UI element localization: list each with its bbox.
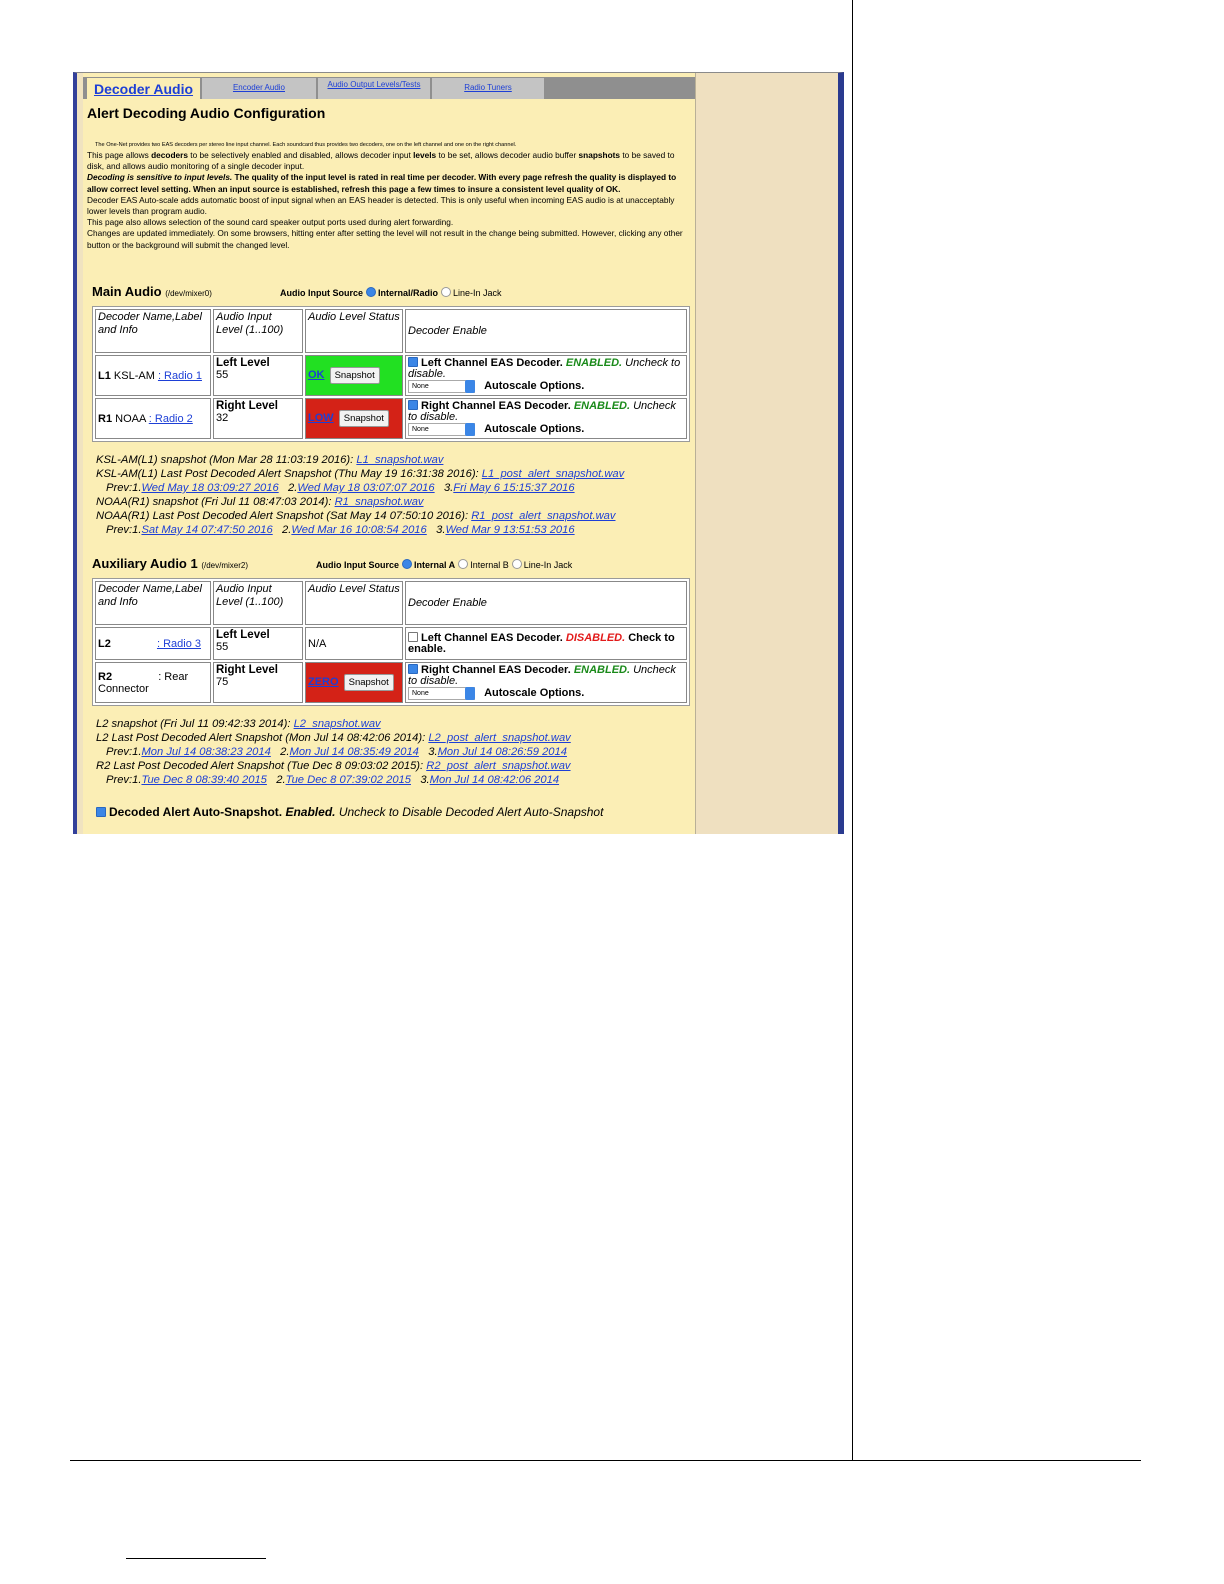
status-link[interactable]: ZERO: [308, 676, 339, 688]
auto-snapshot-label: Decoded Alert Auto-Snapshot.: [109, 805, 283, 819]
radio-label: Internal A: [414, 560, 456, 570]
prev-index: 3.: [443, 482, 454, 494]
radio-label: Internal B: [470, 560, 509, 570]
prev-snapshot-link[interactable]: Mon Jul 14 08:26:59 2014: [437, 746, 567, 758]
snapshot-text: L2 snapshot (Fri Jul 11 09:42:33 2014):: [96, 718, 294, 730]
prev-index: 2.: [276, 774, 286, 786]
section-title: Auxiliary Audio 1: [92, 556, 198, 571]
snapshot-line: [96, 509, 624, 523]
device-label: (/dev/mixer0): [165, 289, 212, 298]
snapshot-text: KSL-AM(L1) Last Post Decoded Alert Snapshot (Thu May 19 16:31:38 2016):: [96, 468, 482, 480]
decoder-enable-cell: [405, 355, 687, 396]
snapshot-link[interactable]: L2_snapshot.wav: [293, 718, 381, 730]
state-badge: ENABLED.: [573, 664, 631, 676]
level-cell: [213, 627, 303, 660]
radio-link[interactable]: : Radio 2: [148, 412, 193, 425]
level-status-cell: [305, 355, 403, 396]
chevron-down-icon: [465, 423, 475, 436]
intro-p5: Changes are updated immediately. On some browsers, hitting enter after setting the level will not result in the change being submitted. However, clicking any other button or the background will submit the changed level.: [87, 228, 683, 250]
snapshot-line: [96, 759, 571, 773]
source-label: Audio Input Source: [280, 288, 363, 298]
auto-snapshot-checkbox[interactable]: [96, 807, 106, 817]
col-header-name: Decoder Name,Label and Info: [95, 581, 211, 625]
enable-text: Right Channel EAS Decoder.: [421, 664, 571, 676]
col-header-level: Audio Input Level (1..100): [213, 581, 303, 625]
decoder-audio-page: [83, 73, 695, 834]
snapshot-link[interactable]: L2_post_alert_snapshot.wav: [428, 732, 571, 744]
level-cell: [213, 662, 303, 703]
tab-bar: [83, 77, 695, 99]
screenshot-frame: [73, 72, 844, 834]
autoscale-select[interactable]: [408, 380, 475, 393]
device-label: (/dev/mixer2): [201, 561, 249, 570]
aux-snapshot-list: [96, 717, 571, 787]
snapshot-link[interactable]: R2_post_alert_snapshot.wav: [426, 760, 571, 772]
level-cell: [213, 398, 303, 439]
decoder-id: L1: [98, 369, 111, 382]
snapshot-link[interactable]: R1_snapshot.wav: [334, 496, 424, 508]
prev-snapshot-link[interactable]: Fri May 6 15:15:37 2016: [453, 482, 575, 494]
state-badge: ENABLED.: [573, 400, 631, 412]
prev-index: 2.: [280, 746, 290, 758]
page-vertical-rule: [852, 0, 853, 1460]
table-row: [95, 398, 687, 439]
main-audio-heading: [92, 284, 212, 299]
decoder-enable-cell: [405, 398, 687, 439]
prev-snapshot-link[interactable]: Mon Jul 14 08:38:23 2014: [141, 746, 271, 758]
snapshot-line: [96, 467, 624, 481]
intro-p4: This page also allows selection of the sound card speaker output ports used during alert forwarding.: [87, 217, 454, 228]
prev-index: 2.: [282, 524, 292, 536]
prev-label: Prev:1.: [106, 774, 142, 786]
aux-decoder-table: [92, 578, 690, 706]
level-status-cell: [305, 398, 403, 439]
state-badge: ENABLED.: [565, 357, 623, 369]
aux-audio-heading: [92, 556, 248, 571]
enable-text: Left Channel EAS Decoder.: [421, 357, 563, 369]
aux-input-source: [316, 559, 572, 570]
snapshot-line: [96, 495, 624, 509]
prev-snapshot-link[interactable]: Wed Mar 16 10:08:54 2016: [291, 524, 427, 536]
prev-snapshot-link[interactable]: Tue Dec 8 07:39:02 2015: [285, 774, 411, 786]
action-text: Check to enable.: [408, 632, 675, 655]
prev-snapshots-line: [96, 523, 624, 537]
snapshot-button[interactable]: Snapshot: [344, 674, 394, 691]
snapshot-button[interactable]: Snapshot: [330, 367, 380, 384]
decoder-name-cell: [95, 662, 211, 703]
decoder-enable-cell: [405, 662, 687, 703]
tab-decoder-audio[interactable]: Decoder Audio: [87, 78, 200, 99]
enable-checkbox[interactable]: [408, 664, 418, 674]
intro-p1: to be set, allows decoder audio buffer: [436, 150, 579, 160]
prev-index: 2.: [288, 482, 298, 494]
level-label: Right Level: [216, 400, 278, 412]
snapshot-line: [96, 731, 571, 745]
radio-line-in[interactable]: [441, 287, 451, 297]
prev-snapshot-link[interactable]: Wed Mar 9 13:51:53 2016: [445, 524, 575, 536]
enable-checkbox[interactable]: [408, 632, 418, 642]
level-label: Left Level: [216, 357, 270, 369]
radio-label: Line-In Jack: [453, 288, 502, 298]
status-link[interactable]: OK: [308, 369, 325, 381]
enable-text: Left Channel EAS Decoder.: [421, 632, 563, 644]
autoscale-label: Autoscale Options.: [484, 687, 585, 700]
chevron-down-icon: [465, 687, 475, 700]
table-row: [95, 627, 687, 660]
intro-p1-bold: snapshots: [578, 150, 621, 160]
state-badge: DISABLED.: [565, 632, 626, 644]
col-header-enable: Decoder Enable: [405, 581, 687, 625]
decoder-id: L2: [98, 637, 111, 650]
decoder-info: : Rear Connector: [98, 670, 189, 695]
autoscale-label: Autoscale Options.: [484, 380, 585, 393]
page-title: Alert Decoding Audio Configuration: [87, 105, 326, 121]
snapshot-text: NOAA(R1) snapshot (Fri Jul 11 08:47:03 2014):: [96, 496, 335, 508]
table-row: [95, 662, 687, 703]
enable-checkbox[interactable]: [408, 400, 418, 410]
radio-internal-b[interactable]: [458, 559, 468, 569]
decoder-enable-cell: [405, 627, 687, 660]
prev-snapshot-link[interactable]: Tue Dec 8 08:39:40 2015: [141, 774, 267, 786]
main-input-source: [280, 287, 502, 298]
enable-text: Right Channel EAS Decoder.: [421, 400, 571, 412]
snapshot-link[interactable]: L1_snapshot.wav: [356, 454, 444, 466]
main-decoder-table: [92, 306, 690, 442]
decoder-name-cell: [95, 355, 211, 396]
level-input[interactable]: 32: [216, 412, 229, 424]
prev-label: Prev:1.: [106, 482, 142, 494]
select-value: None: [412, 426, 429, 433]
source-label: Audio Input Source: [316, 560, 399, 570]
snapshot-text: R2 Last Post Decoded Alert Snapshot (Tue Dec 8 09:03:02 2015):: [96, 760, 427, 772]
prev-snapshots-line: [96, 745, 571, 759]
snapshot-text: KSL-AM(L1) snapshot (Mon Mar 28 11:03:19 2016):: [96, 454, 357, 466]
autoscale-label: Autoscale Options.: [484, 423, 585, 436]
intro-text: [87, 141, 687, 251]
intro-p1: to be selectively enabled and disabled, allows decoder input: [188, 150, 414, 160]
radio-label: Line-In Jack: [523, 560, 573, 570]
col-header-enable: Decoder Enable: [405, 309, 687, 353]
table-row: [95, 355, 687, 396]
prev-snapshot-link[interactable]: Sat May 14 07:47:50 2016: [141, 524, 273, 536]
tab-encoder-audio[interactable]: Encoder Audio: [202, 78, 316, 99]
decoder-label-input[interactable]: KSL-AM: [113, 369, 155, 382]
intro-p3: Decoder EAS Auto-scale adds automatic boost of input signal when an EAS header is detected. This is only useful when incoming EAS audio is at unacceptably lower levels than program audio.: [87, 194, 675, 217]
page-horizontal-rule: [70, 1460, 1141, 1461]
prev-snapshots-line: [96, 773, 571, 787]
radio-line-in[interactable]: [512, 559, 522, 569]
radio-internal-a[interactable]: [402, 559, 412, 569]
autoscale-select[interactable]: [408, 423, 475, 436]
level-input[interactable]: 75: [216, 676, 229, 688]
tab-radio-tuners[interactable]: Radio Tuners: [432, 78, 544, 99]
snapshot-line: [96, 717, 571, 731]
status-link[interactable]: LOW: [308, 412, 334, 424]
radio-link[interactable]: : Radio 1: [157, 369, 202, 382]
snapshot-text: NOAA(R1) Last Post Decoded Alert Snapshot (Sat May 14 07:50:10 2016):: [96, 510, 472, 522]
auto-snapshot-action: Uncheck to Disable Decoded Alert Auto-Snapshot: [338, 805, 604, 819]
decoder-id: R2: [98, 670, 113, 683]
prev-index: 3.: [436, 524, 446, 536]
auto-snapshot-state: Enabled.: [285, 805, 336, 819]
intro-p1: to be saved to disk, and allows audio monitoring of a single decoder input.: [87, 150, 675, 172]
prev-snapshot-link[interactable]: Mon Jul 14 08:35:49 2014: [289, 746, 419, 758]
snapshot-button[interactable]: Snapshot: [339, 410, 389, 427]
prev-snapshots-line: [96, 481, 624, 495]
auto-snapshot-row: [96, 805, 603, 819]
radio-label: Internal/Radio: [378, 288, 439, 298]
autoscale-select[interactable]: [408, 687, 475, 700]
intro-p1-bold: decoders: [151, 150, 188, 160]
prev-snapshot-link[interactable]: Wed May 18 03:09:27 2016: [141, 482, 279, 494]
action-text: Uncheck to disable.: [408, 400, 676, 423]
col-header-status: Audio Level Status: [305, 309, 403, 353]
radio-internal-radio[interactable]: [366, 287, 376, 297]
level-label: Right Level: [216, 664, 278, 676]
level-cell: [213, 355, 303, 396]
section-title: Main Audio: [92, 284, 162, 299]
prev-label: Prev:1.: [106, 524, 142, 536]
col-header-level: Audio Input Level (1..100): [213, 309, 303, 353]
col-header-name: Decoder Name,Label and Info: [95, 309, 211, 353]
decoder-id: R1: [98, 412, 113, 425]
snapshot-link[interactable]: L1_post_alert_snapshot.wav: [481, 468, 625, 480]
footnote-rule: [126, 1558, 266, 1559]
decoder-name-cell: [95, 398, 211, 439]
prev-label: Prev:1.: [106, 746, 142, 758]
prev-index: 3.: [428, 746, 438, 758]
col-header-status: Audio Level Status: [305, 581, 403, 625]
snapshot-link[interactable]: R1_post_alert_snapshot.wav: [471, 510, 616, 522]
intro-tiny: The One-Net provides two EAS decoders per stereo line input channel. Each soundcard thus provides two decoders, one on the left channel and one on the right channel.: [95, 142, 517, 148]
prev-snapshot-link[interactable]: Mon Jul 14 08:42:06 2014: [429, 774, 560, 786]
tab-audio-output-levels[interactable]: Audio Output Levels/Tests: [318, 78, 430, 99]
decoder-name-cell: [95, 627, 211, 660]
enable-checkbox[interactable]: [408, 357, 418, 367]
prev-index: 3.: [420, 774, 430, 786]
level-status-cell: [305, 662, 403, 703]
intro-p2: The quality of the input level is rated in real time per decoder. With every page refresh the quality is displayed to allow correct level setting. When an input source is established, refresh this page a few times to insure a consistent level quality of OK.: [87, 172, 677, 194]
intro-p2-emph: Decoding is sensitive to input levels.: [87, 172, 233, 183]
main-snapshot-list: [96, 453, 624, 537]
action-text: Uncheck to disable.: [408, 357, 681, 380]
prev-snapshot-link[interactable]: Wed May 18 03:07:07 2016: [297, 482, 435, 494]
decoder-label-input[interactable]: NOAA: [115, 412, 146, 425]
select-value: None: [412, 383, 429, 390]
level-input[interactable]: 55: [216, 641, 229, 653]
select-value: None: [412, 690, 429, 697]
level-status-cell: N/A: [305, 627, 403, 660]
snapshot-line: [96, 453, 624, 467]
level-label: Left Level: [216, 629, 270, 641]
level-input[interactable]: 55: [216, 369, 229, 381]
intro-p1-bold: levels: [413, 150, 437, 160]
right-pane: [695, 73, 838, 834]
radio-link[interactable]: : Radio 3: [156, 637, 201, 650]
chevron-down-icon: [465, 380, 475, 393]
intro-p1: This page allows: [87, 150, 152, 160]
snapshot-text: L2 Last Post Decoded Alert Snapshot (Mon Jul 14 08:42:06 2014):: [96, 732, 429, 744]
action-text: Uncheck to disable.: [408, 664, 676, 687]
